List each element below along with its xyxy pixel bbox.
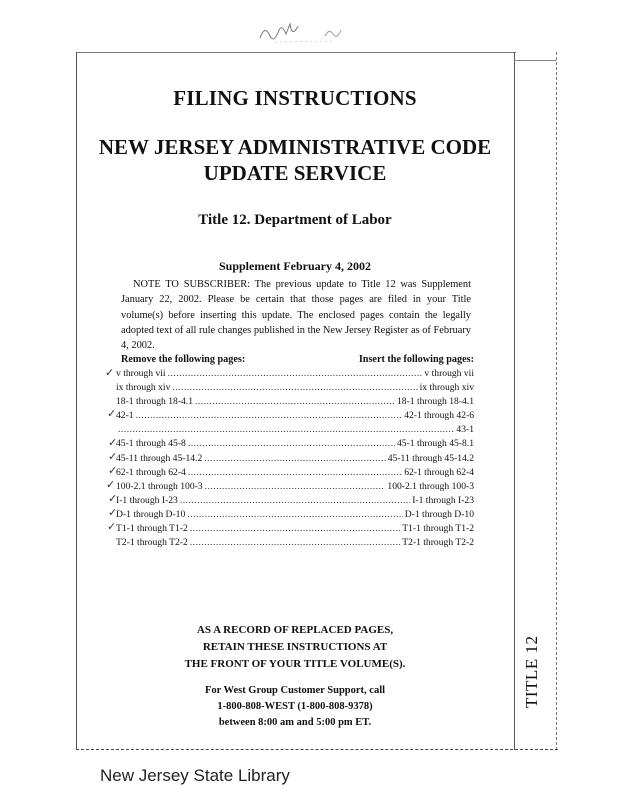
title-heading: Title 12. Department of Labor xyxy=(198,212,392,228)
check-mark-icon: ✓ xyxy=(108,506,118,519)
remove-pages: I-1 through I-23 xyxy=(116,494,178,506)
remove-pages: D-1 through D-10 xyxy=(116,508,186,520)
check-mark-icon: ✓ xyxy=(108,492,118,505)
leader-dots xyxy=(118,423,454,437)
insert-pages: D-1 through D-10 xyxy=(404,508,474,520)
table-row xyxy=(116,381,474,395)
table-row xyxy=(116,437,474,451)
remove-pages: 45-1 through 45-8 xyxy=(116,438,186,450)
table-row xyxy=(116,494,474,508)
library-stamp: New Jersey State Library xyxy=(100,766,290,785)
leader-dots xyxy=(190,536,400,550)
remove-pages: 18-1 through 18-4.1 xyxy=(116,396,194,408)
record-line2: RETAIN THESE INSTRUCTIONS AT xyxy=(202,641,388,653)
code-heading-line1: NEW JERSEY ADMINISTRATIVE CODE xyxy=(98,135,492,159)
support-phone: 1-800-808-WEST (1-800-808-9378) xyxy=(217,701,373,712)
table-row xyxy=(116,480,474,494)
support-hours: between 8:00 am and 5:00 pm ET. xyxy=(218,717,372,728)
leader-dots xyxy=(204,452,386,466)
insert-pages: 45-11 through 45-14.2 xyxy=(387,452,474,464)
leader-dots xyxy=(195,395,395,409)
code-heading-line2: UPDATE SERVICE xyxy=(203,161,387,185)
subscriber-note: NOTE TO SUBSCRIBER: The previous update to Title 12 was Supplement January 22, 2002. Please be certain that those pages are filed in your Title volume(s) before inserting this update. The enclosed pages contain the legally adopted text of all rule changes published in the New Jersey Register as of February 4, 2002. xyxy=(121,279,471,352)
leader-dots xyxy=(205,480,386,494)
check-mark-icon: ✓ xyxy=(108,436,118,449)
leader-dots xyxy=(180,494,410,508)
insert-pages: T1-1 through T1-2 xyxy=(402,523,474,535)
remove-header: Remove the following pages: xyxy=(121,354,246,365)
leader-dots xyxy=(188,466,402,480)
supplement-date: Supplement February 4, 2002 xyxy=(218,259,371,273)
remove-pages: T1-1 through T1-2 xyxy=(116,523,188,535)
title-tab-label: TITLE 12 xyxy=(522,635,541,708)
insert-pages: 62-1 through 62-4 xyxy=(404,466,474,478)
record-line1: AS A RECORD OF REPLACED PAGES, xyxy=(196,624,394,636)
leader-dots xyxy=(136,409,403,423)
table-row xyxy=(116,466,474,480)
leader-dots xyxy=(190,522,400,536)
filing-instructions-heading: FILING INSTRUCTIONS xyxy=(173,86,417,110)
leader-dots xyxy=(168,367,423,381)
customer-support xyxy=(76,683,514,731)
remove-pages: 100-2.1 through 100-3 xyxy=(116,480,203,492)
table-row xyxy=(116,409,474,423)
table-row xyxy=(116,522,474,536)
record-notice xyxy=(76,622,514,673)
insert-pages: T2-1 through T2-2 xyxy=(402,537,474,549)
insert-header: Insert the following pages: xyxy=(358,354,474,365)
remove-pages: ix through xiv xyxy=(116,382,171,394)
table-row xyxy=(116,395,474,409)
check-mark-icon: ✓ xyxy=(107,520,117,533)
table-row xyxy=(116,423,474,437)
check-mark-icon: ✓ xyxy=(106,478,116,491)
remove-pages: 42-1 xyxy=(116,410,134,422)
support-line1: For West Group Customer Support, call xyxy=(204,685,386,696)
check-mark-icon: ✓ xyxy=(107,407,117,420)
table-row xyxy=(116,508,474,522)
tab-edge-border xyxy=(556,52,558,750)
insert-pages: 18-1 through 18-4.1 xyxy=(396,396,474,408)
page-list xyxy=(116,367,474,550)
record-line3: THE FRONT OF YOUR TITLE VOLUME(S). xyxy=(184,658,406,670)
frame-top-border xyxy=(76,52,516,53)
table-row xyxy=(116,452,474,466)
insert-pages: 45-1 through 45-8.1 xyxy=(396,438,474,450)
remove-pages: v through vii xyxy=(116,368,166,379)
insert-pages: v through vii xyxy=(424,368,474,379)
insert-pages: ix through xiv xyxy=(419,382,474,394)
check-mark-icon: ✓ xyxy=(108,450,118,463)
tab-top-border xyxy=(514,60,556,61)
insert-pages: 43-1 xyxy=(456,424,474,436)
leader-dots xyxy=(188,437,395,451)
remove-pages: T2-1 through T2-2 xyxy=(116,537,188,549)
table-row xyxy=(116,367,474,381)
leader-dots xyxy=(187,508,402,522)
insert-pages: 42-1 through 42-6 xyxy=(404,410,474,422)
table-row xyxy=(116,536,474,550)
remove-pages: 62-1 through 62-4 xyxy=(116,466,186,478)
remove-pages: 45-11 through 45-14.2 xyxy=(116,452,203,464)
insert-pages: I-1 through I-23 xyxy=(412,494,474,506)
insert-pages: 100-2.1 through 100-3 xyxy=(387,480,474,492)
check-mark-icon: ✓ xyxy=(108,464,118,477)
handwritten-annotation xyxy=(255,16,365,46)
check-mark-icon: ✓ xyxy=(105,366,115,379)
frame-bottom-border xyxy=(76,749,558,752)
frame-right-border xyxy=(514,52,515,750)
code-heading xyxy=(76,134,514,186)
leader-dots xyxy=(172,381,417,395)
